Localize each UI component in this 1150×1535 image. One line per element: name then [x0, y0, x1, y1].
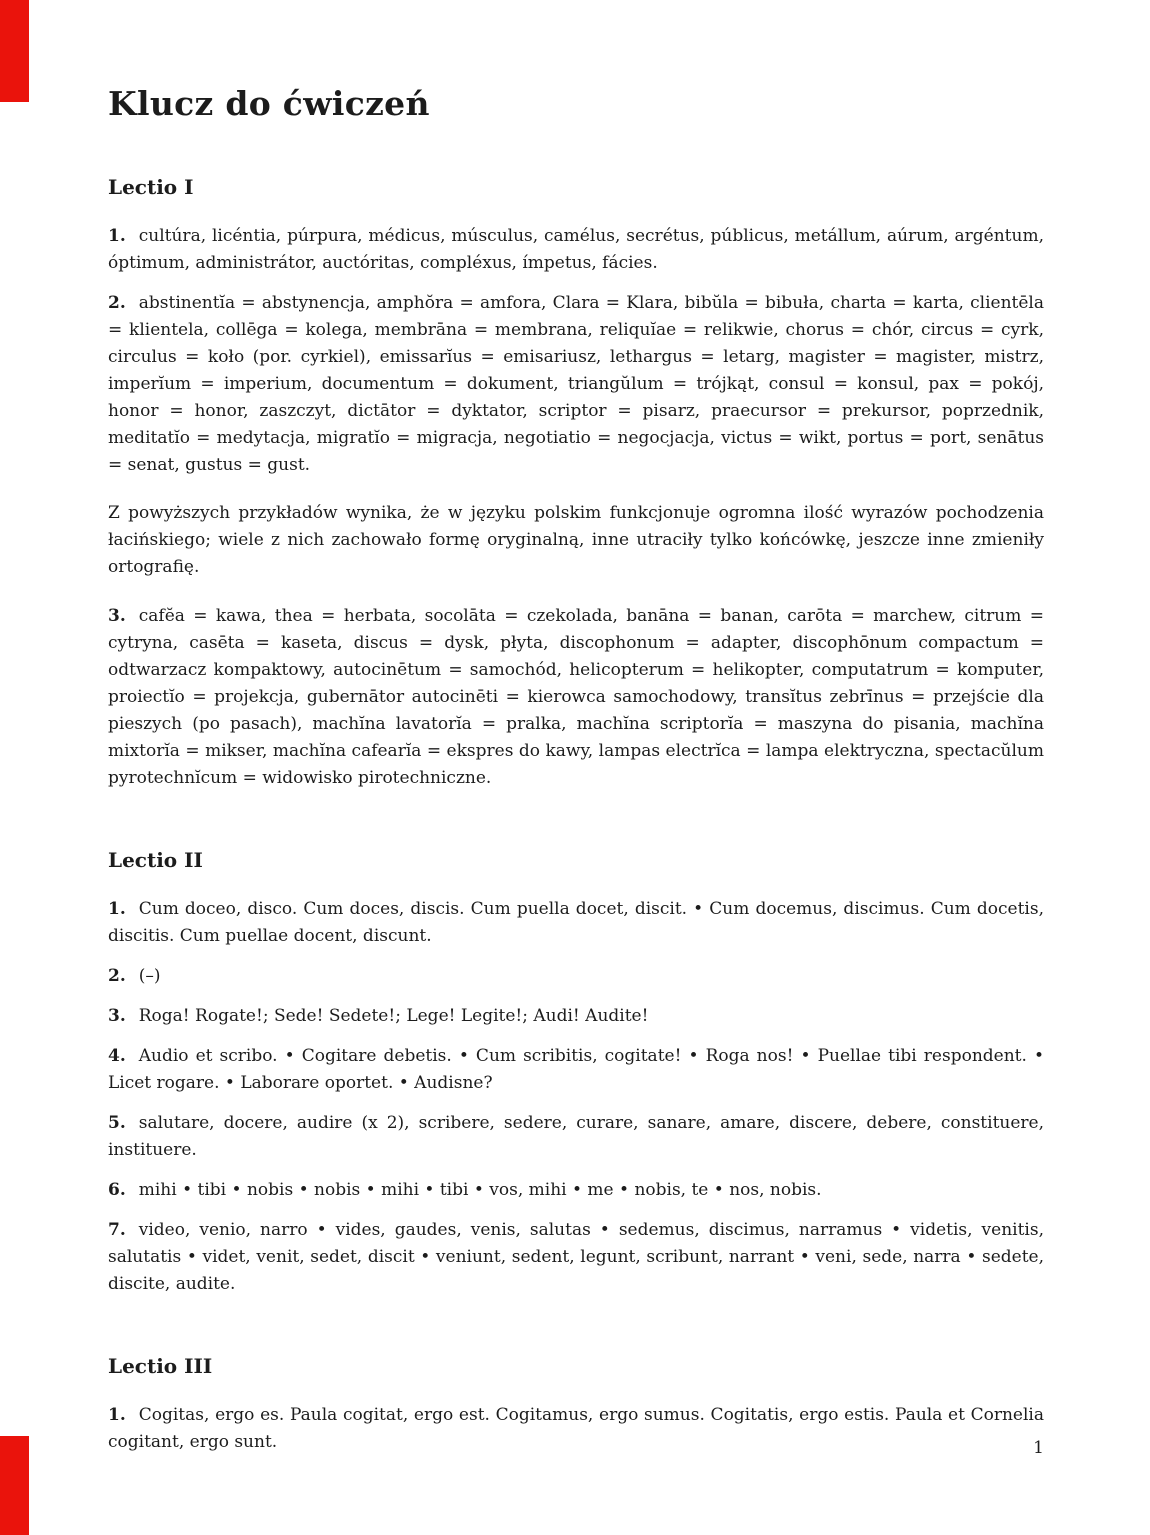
lectio2-item-7 — [108, 1217, 1044, 1298]
lectio2-item-4 — [108, 1043, 1044, 1097]
red-edge-mark-bottom — [0, 1436, 29, 1535]
item-number: 1. — [108, 226, 126, 246]
section-heading-lectio-2: Lectio II — [108, 848, 203, 872]
item-text: Cogitas, ergo es. Paula cogitat, ergo est. Cogitamus, ergo sumus. Cogitatis, ergo estis. Paula et Cornelia cogitant, ergo sunt. — [108, 1405, 1044, 1452]
item-text: video, venio, narro • vides, gaudes, venis, salutas • sedemus, discimus, narramus • videtis, venitis, salutatis • videt, venit, sedet, discit • veniunt, sedent, legunt, scribunt, narrant • veni, sede, narra • sedete, discite, audite. — [108, 1220, 1044, 1294]
lectio2-item-2 — [108, 963, 1044, 990]
section-heading-lectio-1: Lectio I — [108, 175, 194, 199]
item-number: 4. — [108, 1046, 126, 1066]
item-number: 3. — [108, 606, 126, 626]
red-edge-mark-top — [0, 0, 29, 102]
item-number: 2. — [108, 293, 126, 313]
section-heading-lectio-3: Lectio III — [108, 1354, 213, 1378]
item-number: 7. — [108, 1220, 126, 1240]
item-text: abstinentĭa = abstynencja, amphŏra = amfora, Clara = Klara, bibŭla = bibuła, charta = karta, clientēla = klientela, collēga = kolega, membrāna = membrana, reliquĭae = relikwie, chorus = chór, circus = cyrk, circulus = koło (por. cyrkiel), emissarĭus = emisariusz, lethargus = letarg, magister = magister, mistrz, imperĭum = imperium, documentum = dokument, triangŭlum = trójkąt, consul = konsul, pax = pokój, honor = honor, zaszczyt, dictātor = dyktator, scriptor = pisarz, praecursor = prekursor, poprzednik, meditatĭo = medytacja, migratĭo = migracja, negotiatio = negocjacja, victus = wikt, portus = port, senātus = senat, gustus = gust. — [108, 293, 1044, 475]
item-number: 3. — [108, 1006, 126, 1026]
item-number: 5. — [108, 1113, 126, 1133]
item-text: mihi • tibi • nobis • nobis • mihi • tibi • vos, mihi • me • nobis, te • nos, nobis. — [138, 1180, 822, 1200]
lectio2-item-3 — [108, 1003, 1044, 1030]
lectio2-item-1 — [108, 896, 1044, 950]
item-text: Audio et scribo. • Cogitare debetis. • Cum scribitis, cogitate! • Roga nos! • Puellae tibi respondent. • Licet rogare. • Laborare oportet. • Audisne? — [108, 1046, 1044, 1093]
lectio3-item-1 — [108, 1402, 1044, 1456]
item-text: Cum doceo, disco. Cum doces, discis. Cum puella docet, discit. • Cum docemus, discimus. Cum docetis, discitis. Cum puellae docent, discunt. — [108, 899, 1044, 946]
item-number: 2. — [108, 966, 126, 986]
item-text: Z powyższych przykładów wynika, że w języku polskim funkcjonuje ogromna ilość wyrazów pochodzenia łacińskiego; wiele z nich zachowało formę oryginalną, inne utraciły tylko końcówkę, jeszcze inne zmieniły ortografię. — [108, 503, 1044, 577]
item-text: cafĕa = kawa, thea = herbata, socolāta = czekolada, banāna = banan, carōta = marchew, citrum = cytryna, casēta = kaseta, discus = dysk, płyta, discophonum = adapter, discophōnum compactum = odtwarzacz kompaktowy, autocinētum = samochód, helicopterum = helikopter, computatrum = komputer, proiectĭo = projekcja, gubernātor autocinēti = kierowca samochodowy, transĭtus zebrīnus = przejście dla pieszych (po pasach), machĭna lavatorĭa = pralka, machĭna scriptorĭa = maszyna do pisania, machĭna mixtorĭa = mikser, machĭna cafearĭa = ekspres do kawy, lampas electrĭca = lampa elektryczna, spectacŭlum pyrotechnĭcum = widowisko pirotechniczne. — [108, 606, 1044, 788]
item-number: 1. — [108, 1405, 126, 1425]
page-title: Klucz do ćwiczeń — [108, 84, 430, 123]
lectio1-note — [108, 500, 1044, 581]
lectio2-item-6 — [108, 1177, 1044, 1204]
lectio1-item-3 — [108, 603, 1044, 792]
item-text: cultúra, licéntia, púrpura, médicus, músculus, camélus, secrétus, públicus, metállum, aúrum, argéntum, óptimum, administrátor, auctóritas, compléxus, ímpetus, fácies. — [108, 226, 1044, 273]
lectio1-item-2 — [108, 290, 1044, 479]
item-text: salutare, docere, audire (x 2), scribere, sedere, curare, sanare, amare, discere, debere, constituere, instituere. — [108, 1113, 1044, 1160]
lectio1-item-1 — [108, 223, 1044, 277]
lectio2-item-5 — [108, 1110, 1044, 1164]
item-text: (–) — [138, 966, 161, 986]
item-number: 6. — [108, 1180, 126, 1200]
item-number: 1. — [108, 899, 126, 919]
item-text: Roga! Rogate!; Sede! Sedete!; Lege! Legite!; Audi! Audite! — [138, 1006, 649, 1026]
page-number: 1 — [1033, 1438, 1044, 1458]
